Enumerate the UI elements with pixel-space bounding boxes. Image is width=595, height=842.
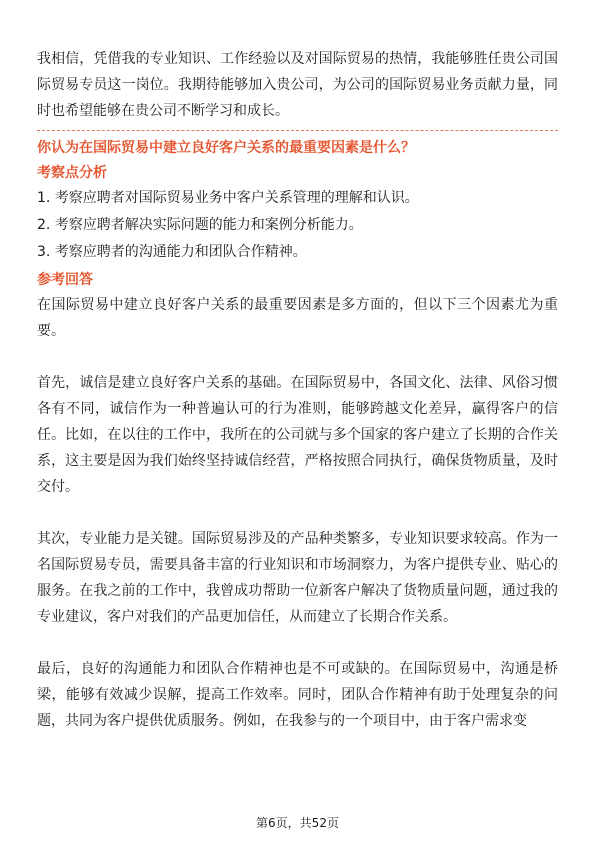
analysis-item: 3. 考察应聘者的沟通能力和团队合作精神。 — [37, 244, 307, 260]
answer-paragraph: 其次，专业能力是关键。国际贸易涉及的产品种类繁多，专业知识要求较高。作为一名国际贸易专员，需要具备丰富的行业知识和市场洞察力，为客户提供专业、贴心的服务。在我之前的工作中，我曾成功帮助一位新客户解决了货物质量问题，通过我的专业建议，客户对我们的产品更加信任，从而建立了长期合作关系。 — [37, 531, 558, 625]
analysis-item: 1. 考察应聘者对国际贸易业务中客户关系管理的理解和认识。 — [37, 190, 419, 206]
paragraph-gap — [37, 630, 558, 656]
answer-paragraph: 首先，诚信是建立良好客户关系的基础。在国际贸易中，各国文化、法律、风俗习惯各有不同，诚信作为一种普遍认可的行为准则，能够跨越文化差异，赢得客户的信任。比如，在以往的工作中，我所在的公司就与多个国家的客户建立了长期的合作关系，这主要是因为我们始终坚持诚信经营，严格按照合同执行，确保货物质量，及时交付。 — [37, 375, 558, 495]
paragraph-gap — [37, 500, 558, 526]
paragraph-gap — [37, 344, 558, 370]
analysis-item: 2. 考察应聘者解决实际问题的能力和案例分析能力。 — [37, 217, 363, 233]
answer-paragraph: 在国际贸易中建立良好客户关系的最重要因素是多方面的，但以下三个因素尤为重要。 — [37, 297, 558, 339]
section-divider — [37, 130, 558, 131]
intro-paragraph: 我相信，凭借我的专业知识、工作经验以及对国际贸易的热情，我能够胜任贵公司国际贸易专员这一岗位。我期待能够加入贵公司，为公司的国际贸易业务贡献力量，同时也希望能够在贵公司不断学习和成长。 — [37, 51, 558, 119]
question-title: 你认为在国际贸易中建立良好客户关系的最重要因素是什么？ — [37, 140, 415, 156]
page-number: 第6页，共52页 — [256, 816, 339, 830]
analysis-list — [37, 185, 558, 266]
page-content — [37, 46, 558, 734]
analysis-heading: 考察点分析 — [37, 165, 107, 181]
answer-heading: 参考回答 — [37, 272, 93, 288]
answer-paragraph: 最后，良好的沟通能力和团队合作精神也是不可或缺的。在国际贸易中，沟通是桥梁，能够有效减少误解，提高工作效率。同时，团队合作精神有助于处理复杂的问题，共同为客户提供优质服务。例如，在我参与的一个项目中，由于客户需求变 — [37, 661, 558, 729]
